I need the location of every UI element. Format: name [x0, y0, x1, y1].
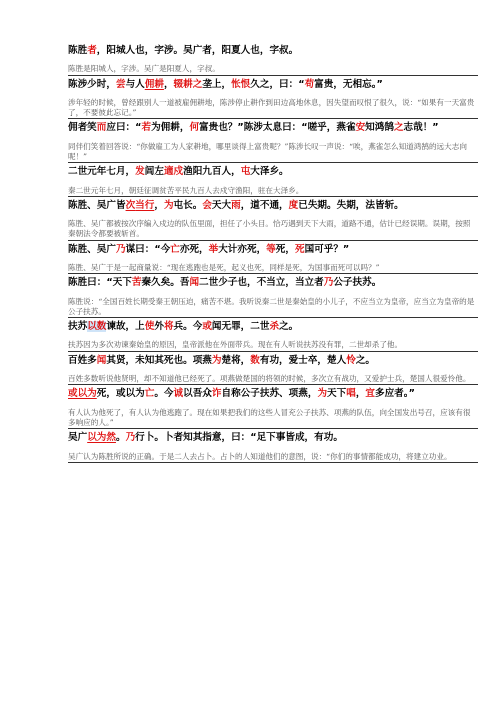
translation-text: [68, 452, 478, 463]
text-segment: 有功，爱士卒，楚人: [259, 354, 347, 366]
passage-block: [68, 374, 478, 401]
text-segment: 天大: [211, 199, 232, 211]
passage-block: [68, 186, 478, 213]
text-segment: 之。: [355, 354, 375, 366]
key-word: 闻: [189, 277, 200, 289]
translation-line: 陈胜、吴广都被按次序编入戍边的队伍里面，担任了小头目。恰巧遇到天下大雨，道路不通，估计已经误期。误期，按照秦朝法令都要被斩首。: [68, 219, 478, 240]
classical-text: [68, 276, 478, 289]
key-word: 怅恨: [231, 78, 251, 90]
key-word: 死: [294, 243, 305, 255]
key-word: 发: [135, 166, 145, 178]
classical-text: [68, 354, 478, 367]
text-segment: 死，: [275, 243, 295, 255]
text-segment: 自称公子扶苏、项燕，: [221, 388, 318, 400]
key-word: 雨: [231, 199, 241, 211]
text-segment: ，: [163, 78, 174, 90]
translation-line: 陈胜说：“全国百姓长期受秦王朝压迫，痛苦不堪。我听说秦二世是秦始皇的小儿子，不应当立为皇帝，应当立为皇帝的是公子扶苏。: [68, 297, 478, 318]
text-segment: 已失期。失期，法皆斩。: [298, 199, 404, 211]
translation-line: 陈胜、吴广于是一起商量说：“现在逃跑也是死，起义也死，同样是死，为国事而死可以吗？”: [68, 263, 478, 274]
key-word: 苦: [131, 277, 142, 289]
text-segment: 陈胜: [68, 45, 88, 56]
key-word: 会: [202, 199, 212, 211]
translation-text: [68, 263, 478, 274]
text-segment: 兵。今: [173, 321, 203, 333]
text-segment: 知鸿鹄: [365, 122, 394, 134]
text-segment: 天下: [327, 388, 347, 400]
translation-text: [68, 186, 478, 197]
key-word: 数: [250, 354, 260, 366]
text-segment: 吴广: [68, 432, 88, 444]
key-word: 屯: [240, 166, 251, 178]
passage-block: [68, 98, 478, 135]
text-segment: 外: [154, 321, 164, 333]
translation-line: 吴广认为陈胜所说的正确。于是二人去占卜。占卜的人知道他们的意图，说：“你们的事情都能成功，将建立功业。: [68, 452, 478, 463]
passage-block: [68, 452, 478, 463]
text-segment: 楚将，: [221, 354, 251, 366]
text-segment: 大计亦死，: [218, 243, 267, 255]
translation-text: [68, 297, 478, 318]
key-word: 適戍: [163, 166, 184, 178]
key-word: 辍耕: [173, 78, 193, 90]
text-segment: 。今: [154, 388, 174, 400]
text-segment: 扶苏: [68, 321, 88, 333]
key-word: 为: [317, 388, 328, 400]
text-segment: 秦久矣。吾: [141, 277, 190, 289]
key-word: 若: [141, 122, 152, 134]
key-word: 将: [163, 321, 174, 333]
text-segment: 志哉！”: [403, 122, 439, 134]
translation-line: 有人认为他死了，有人认为他逃跑了。现在如果把我们的这些人冒充公子扶苏、项燕的队伍，向全国发出号召，应该有很多响应的人。”: [68, 408, 478, 429]
translation-text: [68, 142, 478, 163]
text-segment: 富贵，无相忘。”: [314, 78, 383, 90]
text-segment: 谋曰：“今: [125, 243, 171, 255]
key-word: 杀: [269, 321, 280, 333]
key-word: 安: [355, 122, 366, 134]
text-segment: 国可乎？”: [304, 243, 350, 255]
passage-block: [68, 297, 478, 334]
passage-block: [68, 408, 478, 445]
key-word: 当行: [135, 199, 155, 211]
text-segment: 二世少子也，不当立，当立者: [199, 277, 324, 289]
translation-text: [68, 374, 478, 385]
key-word: 宜: [365, 388, 375, 400]
key-word: 亡: [144, 388, 155, 400]
text-segment: 应曰：“: [106, 122, 142, 134]
classical-text: [68, 44, 478, 57]
translation-line: 秦二世元年七月，朝廷征调贫苦平民九百人去戍守渔阳，驻在大泽乡。: [68, 186, 478, 197]
key-word: 怜: [346, 354, 356, 366]
text-segment: 亦死，: [179, 243, 209, 255]
text-segment: 。: [115, 432, 126, 444]
key-word: 佣耕: [144, 78, 164, 90]
text-segment: 陈胜、吴广皆: [68, 199, 126, 211]
translation-line: 陈胜是阳城人，字涉。吴广是阳夏人，字叔。: [68, 64, 478, 75]
text-segment: 陈胜、吴广: [68, 243, 116, 255]
classical-text: [68, 320, 478, 333]
key-word: 尝: [115, 78, 126, 90]
passage-block: [68, 142, 478, 179]
classical-text: [68, 431, 478, 444]
text-segment: 渔阳九百人，: [183, 166, 241, 178]
text-segment: 久之，曰：“: [250, 78, 305, 90]
key-word: 之: [393, 122, 404, 134]
translation-line: 百姓多数听说他贤明，却不知道他已经死了。项燕做楚国的将领的时候，多次立有战功，又爱护士兵，楚国人很爱怜他。: [68, 374, 478, 385]
key-word: 或以为: [68, 388, 97, 400]
key-word: 之: [192, 78, 203, 90]
key-word: 以为: [87, 432, 107, 444]
text-segment: 为佣耕，: [151, 122, 190, 134]
passage-block: [68, 44, 478, 57]
text-segment: 陈涉少时，: [68, 78, 116, 90]
text-segment: 行卜。卜者知其指意，曰：“足下事皆成，有功。: [135, 432, 343, 444]
text-segment: 其贤，未知其死也。项燕: [106, 354, 212, 366]
translation-text: [68, 408, 478, 429]
text-segment: 屯长。: [173, 199, 203, 211]
text-segment: 死，或以为: [96, 388, 145, 400]
key-word: 举: [208, 243, 219, 255]
translation-text: [68, 64, 478, 75]
key-word: 等: [266, 243, 276, 255]
text-segment: 闾左: [144, 166, 164, 178]
key-word: 使: [144, 321, 155, 333]
text-segment: 陈胜曰：“天下: [68, 277, 132, 289]
key-word: 度: [288, 199, 299, 211]
key-word: 而: [96, 122, 107, 134]
classical-text: [68, 243, 478, 256]
text-segment: ，阳城人也，字涉。吴广者，阳夏人也，字叔。: [96, 45, 299, 56]
key-word: 闻: [96, 354, 107, 366]
text-segment: 之。: [279, 321, 299, 333]
text-segment: 谏故，上: [106, 321, 145, 333]
translation-line: 涉年轻的时候，曾经跟别人一道被雇佣耕地，陈涉停止耕作到田边高地休息，因失望而叹恨了很久，说：“如果有一天富贵了，不要彼此忘记。”: [68, 98, 478, 119]
passage-block: [68, 64, 478, 91]
passage-block: [68, 263, 478, 290]
key-word: 乃: [125, 432, 136, 444]
key-word: 苟: [304, 78, 315, 90]
text-segment: 多应者。”: [375, 388, 415, 400]
translation-line: 扶苏因为多次劝谏秦始皇的原因，皇帝派他在外面带兵。现在有人听说扶苏没有罪，二世却杀了他。: [68, 340, 478, 351]
text-segment: 与人: [125, 78, 145, 90]
translation-text: [68, 219, 478, 240]
text-segment: 闻无罪，二世: [211, 321, 270, 333]
key-word: 唱: [346, 388, 356, 400]
classical-text: [68, 78, 478, 91]
key-word: 亡: [170, 243, 180, 255]
text-segment: ，: [154, 199, 164, 211]
text-segment: 百姓多: [68, 354, 97, 366]
text-segment: 富贵也？”陈涉太息曰：“嗟乎，燕雀: [199, 122, 356, 134]
key-word: 或: [202, 321, 212, 333]
key-word: 乃: [323, 277, 334, 289]
classical-text: [68, 199, 478, 212]
key-word: 诈: [211, 388, 222, 400]
text-segment: 公子扶苏。: [333, 277, 382, 289]
classical-text: [68, 387, 478, 400]
key-word: 者: [87, 45, 97, 56]
key-word: 诚: [173, 388, 184, 400]
text-segment: 垄上，: [202, 78, 232, 90]
key-word: 然: [106, 432, 116, 444]
text-segment: 二世元年七月，: [68, 166, 136, 178]
key-word: 何: [189, 122, 200, 134]
classical-text: [68, 165, 478, 178]
translation-line: 同伴们笑着回答说：“你做雇工为人家耕地，哪里谈得上富贵呢？”陈涉长叹一声说：“唉，燕雀怎么知道鸿鹄的远大志向呢！”: [68, 142, 478, 163]
passage-block: [68, 340, 478, 367]
text-segment: 以吾众: [183, 388, 212, 400]
translation-text: [68, 98, 478, 119]
key-word: 次: [125, 199, 136, 211]
classical-text: [68, 121, 478, 134]
key-word: 为: [163, 199, 174, 211]
text-segment: ，: [355, 388, 366, 400]
passage-block: [68, 219, 478, 256]
key-word: 以数: [87, 321, 107, 333]
key-word: 乃: [115, 243, 126, 255]
text-segment: 大泽乡。: [250, 166, 289, 178]
text-segment: ，道不通，: [240, 199, 289, 211]
text-segment: 佣者笑: [68, 122, 97, 134]
translation-text: [68, 340, 478, 351]
key-word: 为: [211, 354, 222, 366]
